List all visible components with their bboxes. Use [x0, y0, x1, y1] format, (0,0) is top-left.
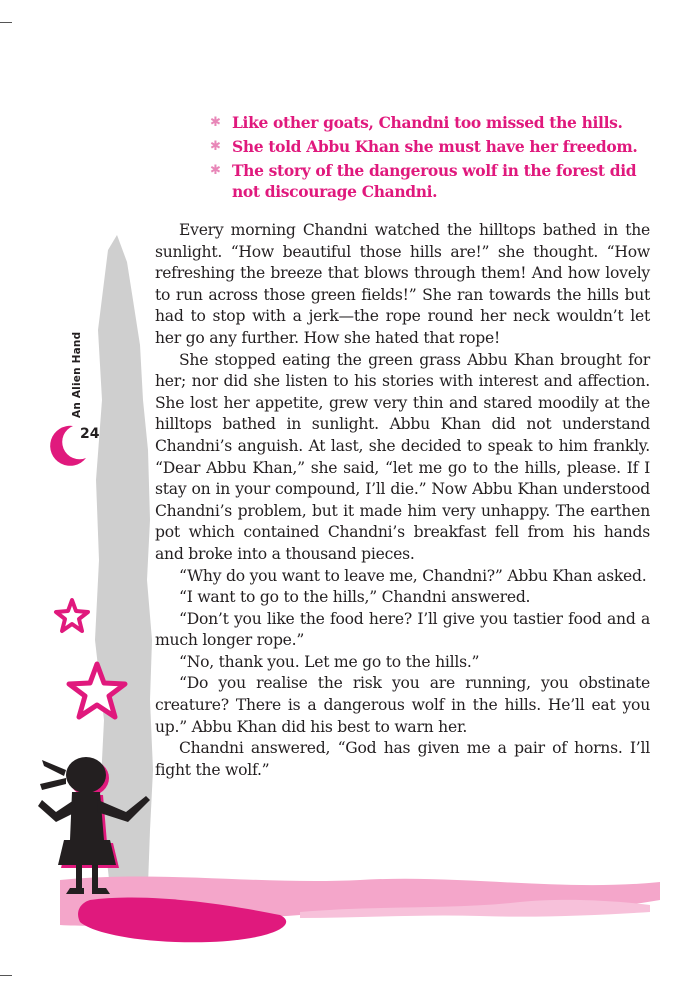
paragraph: Every morning Chandni watched the hilltops bathed in the sunlight. “How beautiful those hills are!” she thought. “How refreshing the breeze that blows through them! And how lovely to run across those green fields!” She ran towards the hills but had to stop with a jerk—the rope round her neck wouldn’t let her go any further. How she hated that rope! [155, 221, 650, 347]
paragraph: “No, thank you. Let me go to the hills.” [179, 652, 480, 671]
paragraph: “Don’t you like the food here? I’ll give you tastier food and a much longer rope.” [155, 609, 650, 650]
paragraph: “Do you realise the risk you are running, you obstinate creature? There is a dangerous wolf in the hills. He’ll eat you up.” Abbu Khan did his best to warn her. [155, 674, 650, 736]
paragraph: She stopped eating the green grass Abbu Khan brought for her; nor did she listen to his stories with interest and affection. She lost her appetite, grew very thin and stared moodily at the hilltops bathed in sunlight. Abbu Khan did not understand Chandni’s anguish. At last, she decided to speak to him frankly. “Dear Abbu Khan,” she said, “let me go to the hills, please. If I stay on in your compound, I’ll die.” Now Abbu Khan understood Chandni’s problem, but it made him very unhappy. The earthen pot which contained Chandni’s breakfast fell from his hands and broke into a thousand pieces. [155, 350, 650, 563]
bullet-item [210, 136, 652, 157]
star-bullet-icon: ✱ [210, 115, 221, 130]
paragraph: Chandni answered, “God has given me a pair of horns. I’ll fight the wolf.” [155, 739, 650, 779]
summary-bullets [210, 112, 652, 205]
book-title: An Alien Hand [71, 331, 83, 418]
star-bullet-icon: ✱ [210, 139, 221, 154]
star-bullet-icon: ✱ [210, 163, 221, 178]
bullet-item [210, 112, 652, 133]
bullet-text: She told Abbu Khan she must have her freedom. [232, 137, 638, 156]
bullet-item [210, 160, 652, 202]
bullet-text: The story of the dangerous wolf in the forest did not discourage Chandni. [232, 161, 637, 201]
page-number: 24 [80, 426, 100, 442]
bullet-text: Like other goats, Chandni too missed the hills. [232, 113, 623, 132]
story-text [155, 220, 650, 781]
paragraph: “I want to go to the hills,” Chandni answered. [179, 588, 531, 607]
paragraph: “Why do you want to leave me, Chandni?” Abbu Khan asked. [179, 566, 647, 585]
pink-star-icon [56, 600, 88, 631]
